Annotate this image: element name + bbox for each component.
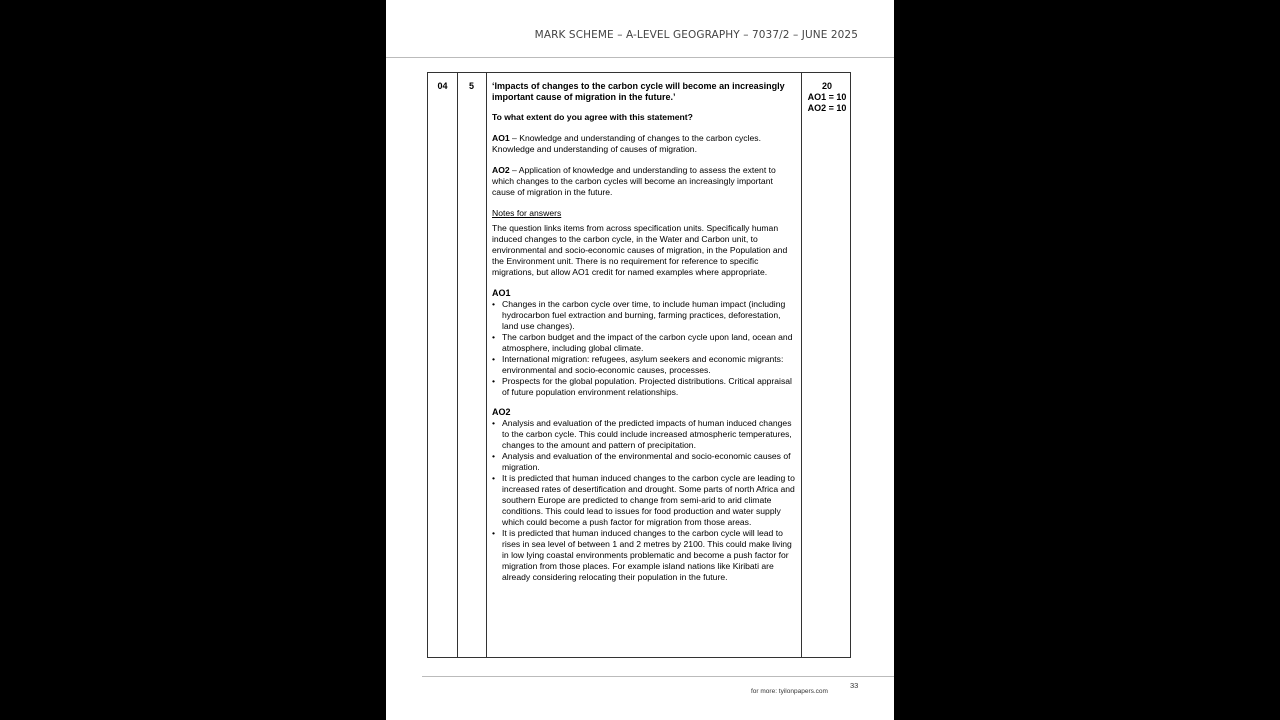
guidance-content [492,81,798,592]
list-item: • Analysis and evaluation of the environmental and socio-economic causes of migration. [492,451,798,473]
ao1-heading: AO1 [492,288,511,298]
document-page [386,0,894,720]
mark-scheme-table [427,72,851,658]
column-divider [801,73,802,657]
footer-note: for more: tyilonpapers.com [751,688,828,695]
page-number: 33 [850,681,859,690]
ao1-bullet-list [492,299,798,398]
ao2-label: AO2 [492,165,510,175]
ao1-marks: AO1 = 10 [807,92,847,102]
list-item: • It is predicted that human induced changes to the carbon cycle will lead to rises in sea level of between 1 and 2 metres by 2100. This could make living in low lying coastal environments problematic and become a push factor for migration from those places. For example island nations like Kiribati are already considering relocating their population in the future. [492,528,798,583]
ao2-heading: AO2 [492,407,511,417]
column-divider [486,73,487,657]
list-item: • International migration: refugees, asylum seekers and economic migrants: environmental and socio-economic causes, processes. [492,354,798,376]
ao2-bullet-list [492,418,798,583]
footer-divider [422,676,894,677]
total-marks: 20 [821,81,832,91]
ao2-description [492,165,798,198]
question-part: 5 [468,81,474,91]
header-divider [386,57,894,58]
ao1-label: AO1 [492,133,510,143]
question-number: 04 [437,81,448,91]
column-divider [457,73,458,657]
list-item: • Prospects for the global population. Projected distributions. Critical appraisal of future population environment relationships. [492,376,798,398]
ao1-text: – Knowledge and understanding of changes to the carbon cycles. Knowledge and understanding of causes of migration. [492,133,761,154]
list-item: • It is predicted that human induced changes to the carbon cycle are leading to increased rates of desertification and drought. Some parts of north Africa and southern Europe are predicted to change from semi-arid to arid climate conditions. This could lead to issues for food production and water supply which could become a push factor for migration from those areas. [492,473,798,528]
ao1-description [492,133,798,155]
list-item: • Analysis and evaluation of the predicted impacts of human induced changes to the carbon cycle. This could include increased atmospheric temperatures, changes to the amount and pattern of precipitation. [492,418,798,451]
page-header: MARK SCHEME – A-LEVEL GEOGRAPHY – 7037/2 – JUNE 2025 [534,29,858,41]
question-prompt: To what extent do you agree with this statement? [492,112,693,122]
ao2-marks: AO2 = 10 [807,103,847,113]
question-statement: ‘Impacts of changes to the carbon cycle will become an increasingly important cause of migration in the future.’ [492,81,785,102]
list-item: • Changes in the carbon cycle over time, to include human impact (including hydrocarbon fuel extraction and burning, farming practices, deforestation, land use changes). [492,299,798,332]
notes-heading: Notes for answers [492,208,562,218]
notes-text: The question links items from across specification units. Specifically human induced changes to the carbon cycle, in the Water and Carbon unit, to environmental and socio-economic causes of migration, in the Population and the Environment unit. There is no requirement for reference to specific migrations, but allow AO1 credit for named examples where appropriate. [492,223,788,277]
marks-cell [803,81,851,114]
list-item: • The carbon budget and the impact of the carbon cycle upon land, ocean and atmosphere, including global climate. [492,332,798,354]
ao2-text: – Application of knowledge and understanding to assess the extent to which changes to the carbon cycles will become an increasingly important cause of migration in the future. [492,165,776,197]
